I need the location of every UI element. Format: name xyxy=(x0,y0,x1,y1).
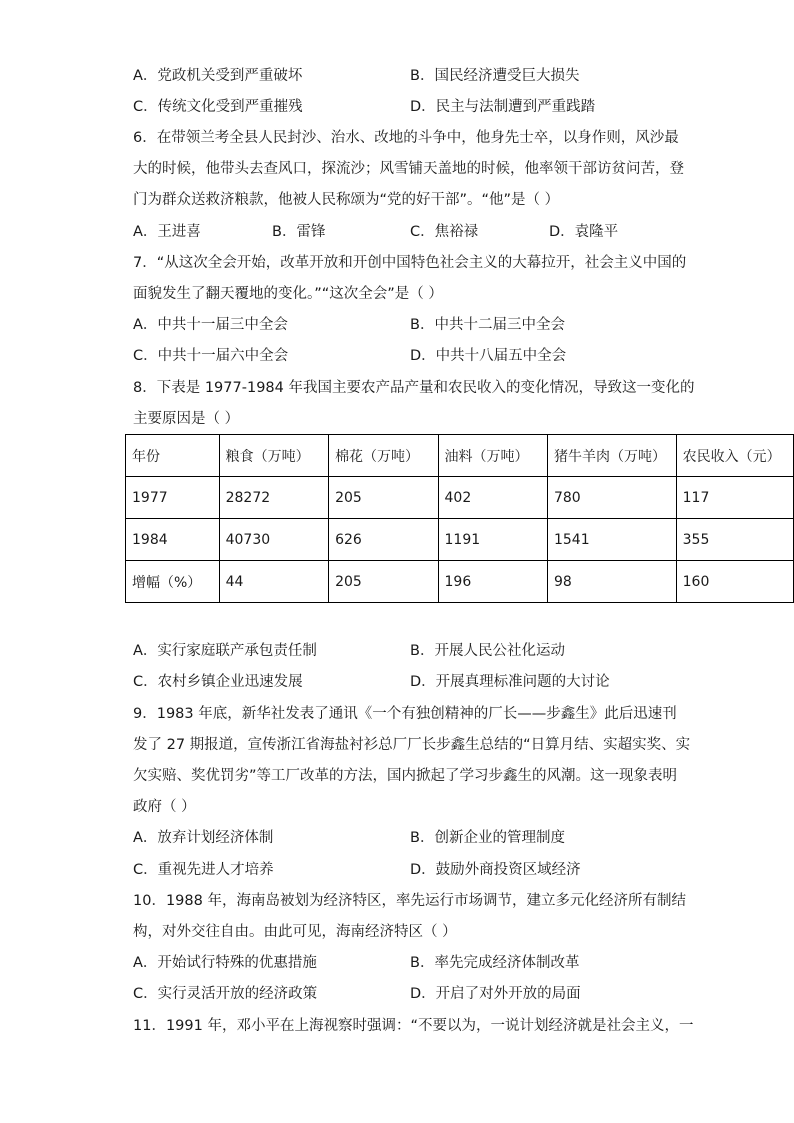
q10-stem-line-1: 10．1988 年，海南岛被划为经济特区，率先运行市场调节，建立多元化经济所有制结 xyxy=(133,893,686,909)
table-cell: 160 xyxy=(676,561,793,603)
table-cell: 98 xyxy=(547,561,676,603)
q9-option-a: A．放弃计划经济体制 xyxy=(133,830,274,846)
q7-option-d: D．中共十八届五中全会 xyxy=(410,348,567,364)
q10-option-a: A．开始试行特殊的优惠措施 xyxy=(133,955,317,971)
table-row xyxy=(126,519,794,561)
q7-stem-line-2: 面貌发生了翻天覆地的变化。”“这次全会”是（ ） xyxy=(133,286,443,302)
table-cell: 205 xyxy=(329,561,438,603)
table-cell: 1191 xyxy=(438,519,547,561)
q8-option-a: A．实行家庭联产承包责任制 xyxy=(133,643,317,659)
table-cell: 205 xyxy=(329,477,438,519)
table-cell: 780 xyxy=(547,477,676,519)
header-cell-income: 农民收入（元） xyxy=(676,435,793,477)
q5-option-a: A．党政机关受到严重破坏 xyxy=(133,68,303,84)
header-cell-oilseed: 油料（万吨） xyxy=(438,435,547,477)
q9-stem-line-4: 政府（ ） xyxy=(133,799,196,815)
table-row xyxy=(126,561,794,603)
q10-option-c: C．实行灵活开放的经济政策 xyxy=(133,986,318,1002)
table-header-row xyxy=(126,435,794,477)
q5-option-d: D．民主与法制遭到严重践踏 xyxy=(410,99,596,115)
table-cell: 1541 xyxy=(547,519,676,561)
q8-data-table xyxy=(125,434,794,603)
q7-option-b: B．中共十二届三中全会 xyxy=(410,317,565,333)
table-row xyxy=(126,477,794,519)
q9-stem-line-1: 9．1983 年底，新华社发表了通讯《一个有独创精神的厂长——步鑫生》此后迅速刊 xyxy=(133,706,677,722)
table-cell: 44 xyxy=(219,561,328,603)
table-cell: 355 xyxy=(676,519,793,561)
q6-option-a: A．王进喜 xyxy=(133,224,201,240)
q9-stem-line-3: 欠实赔、奖优罚劣”等工厂改革的方法，国内掀起了学习步鑫生的风潮。这一现象表明 xyxy=(133,768,678,784)
q8-stem-line-2: 主要原因是（ ） xyxy=(133,411,240,427)
header-cell-year: 年份 xyxy=(126,435,220,477)
table-cell: 28272 xyxy=(219,477,328,519)
q6-option-d: D．袁隆平 xyxy=(549,224,619,240)
q5-option-c: C．传统文化受到严重摧残 xyxy=(133,99,303,115)
q8-option-c: C．农村乡镇企业迅速发展 xyxy=(133,674,303,690)
q7-option-c: C．中共十一届六中全会 xyxy=(133,348,289,364)
q9-option-d: D．鼓励外商投资区域经济 xyxy=(410,862,581,878)
q8-stem-line-1: 8．下表是 1977-1984 年我国主要农产品产量和农民收入的变化情况，导致这一变化的 xyxy=(133,380,695,396)
q11-stem-line-1: 11．1991 年，邓小平在上海视察时强调：“不要以为，一说计划经济就是社会主义，一 xyxy=(133,1018,694,1034)
table-cell: 402 xyxy=(438,477,547,519)
q10-stem-line-2: 构，对外交往自由。由此可见，海南经济特区（ ） xyxy=(133,924,457,940)
table-cell: 增幅（%） xyxy=(126,561,220,603)
q6-stem-line-1: 6．在带领兰考全县人民封沙、治水、改地的斗争中，他身先士卒，以身作则，风沙最 xyxy=(133,130,679,146)
q9-stem-line-2: 发了 27 期报道，宣传浙江省海盐衬衫总厂厂长步鑫生总结的“日算月结、实超实奖、实 xyxy=(133,737,691,753)
q6-stem-line-2: 大的时候，他带头去查风口，探流沙；风雪铺天盖地的时候，他率领干部访贫问苦，登 xyxy=(133,161,684,177)
header-cell-meat: 猪牛羊肉（万吨） xyxy=(547,435,676,477)
q5-option-b: B．国民经济遭受巨大损失 xyxy=(410,68,580,84)
table-cell: 40730 xyxy=(219,519,328,561)
q6-stem-line-3: 门为群众送救济粮款，他被人民称颂为“党的好干部”。“他”是（ ） xyxy=(133,192,560,208)
table-cell: 1977 xyxy=(126,477,220,519)
q10-option-d: D．开启了对外开放的局面 xyxy=(410,986,581,1002)
q7-option-a: A．中共十一届三中全会 xyxy=(133,317,288,333)
table-cell: 626 xyxy=(329,519,438,561)
table-cell: 196 xyxy=(438,561,547,603)
q6-option-c: C．焦裕禄 xyxy=(410,224,479,240)
q9-option-b: B．创新企业的管理制度 xyxy=(410,830,565,846)
q7-stem-line-1: 7．“从这次全会开始，改革开放和开创中国特色社会主义的大幕拉开，社会主义中国的 xyxy=(133,255,687,271)
q10-option-b: B．率先完成经济体制改革 xyxy=(410,955,580,971)
table-cell: 1984 xyxy=(126,519,220,561)
table-cell: 117 xyxy=(676,477,793,519)
q9-option-c: C．重视先进人才培养 xyxy=(133,862,274,878)
q6-option-b: B．雷锋 xyxy=(272,224,326,240)
q8-option-d: D．开展真理标准问题的大讨论 xyxy=(410,674,610,690)
header-cell-grain: 粮食（万吨） xyxy=(219,435,328,477)
q8-option-b: B．开展人民公社化运动 xyxy=(410,643,565,659)
header-cell-cotton: 棉花（万吨） xyxy=(329,435,438,477)
